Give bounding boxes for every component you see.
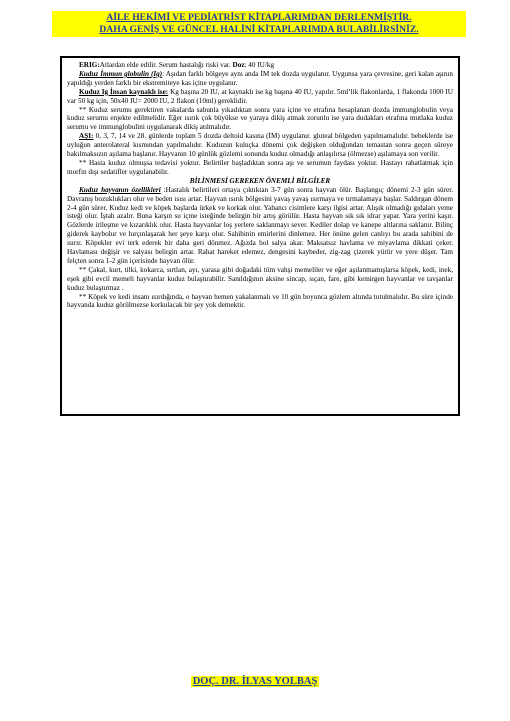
insan-label: Kuduz Ig İnsan kaynaklı ise: — [79, 87, 169, 96]
serum-note: ** Kuduz serumu gerektiren vakalarda sabunla yıkadıktan sonra yara içine ve etrafına hesaplanan dozda immunglobulin veya kuduz serumu enjekte edilmelidir. Eğer ısırık çok büyükse ve yaraya dikiş atmak zorunlu ise yara dudakları etrafına mutlaka kuduz serumu ve immunglobulini uygulanarak dikiş atılmalıdır. — [67, 105, 453, 132]
tedavi-note: ** Hasta kuduz olmuşsa tedavisi yoktur. Belirtiler başladıktan sonra aşı ve serumun faydası yoktur. Hastayı rahatlatmak için morfin dışı sedatifler uygulanabilir. — [67, 158, 453, 176]
hayvanlar-note: ** Çakal, kurt, tilki, kokarca, sırtlan, ayı, yarasa gibi doğadaki tüm vahşi memeliler ve eğer aşılanmamışlarsa köpek, kedi, inek, eşek gibi evcil memeli hayvanlar kuduz bulaştırabilir. Sanıldığının aksine sincap, sıçan, fare, gibi kemirgen hayvanlar ve tavşanlar kuduz bulaştırmaz . — [67, 265, 453, 292]
insan-paragraph — [67, 88, 453, 106]
doz-label: Doz — [232, 61, 245, 69]
insan-text: Kg başına 20 IU, at kaynaklı ise kg başına 40 IU, yapılır. 5ml’lik flakonlarda, 1 flakonda 1000 IU var 50 kg için, 50x40 IU= 2000 IU, 2 flakon (10ml) gereklidir. — [67, 87, 453, 105]
hayvan-text: :Hastalık belirtileri ortaya çıktıktan 3-7 gün sonra hayvan ölür. Başlangıç dönemi 2-3 gün sürer. Davranış bozuklukları olur ve beden ısısı artar. Hayvan ısırık bölgesini yavaş yavaş ısırmaya ve tırmalamaya başlar. Saldırgan dönem 2-4 gün sürer. Kuduz kedi ve köpek başlarda ürkek ve korkak olur. Yabancı cisimlere karşı ilgisi artar. Alışık olmadığı gıdaları yeme isteği olur. İştah azalır. Buna karşın su içme isteğinde belirgin bir artış görülür. Hasta hayvan sık sık idrar yapar. Yara yerini kaşır. Gözlerde irileşme ve kızarıklık olur. Hasta hayvanlar loş yerlere saklanmayı sever. Kediler dolap ve kanepe altlarına saklanır. Bilinç giderek kaybolur ve hırçınlaşarak her şeye karşı olur. Sahibinin emirlerini dinlemez. Her önüne gelen canlıyı bu arada sahibini de ısırır. Köpekler evi terk ederek bir daha geri dönmez. Ağızda bol salya akar. Maksatsız havlama ve miyavlama dikkati çeker. Havlaması değişir ve salyası belirgin artar. Rahat hareket edemez, dengesini kaybeder, zig-zag çizerek yürür ve yere düşer. Tam felçten sonra 1-2 gün içerisinde hayvan ölür. — [67, 185, 453, 265]
header-banner — [52, 11, 466, 37]
erig-text-1: Atlardan elde edilir. Serum hastalığı riski var. — [99, 61, 233, 69]
header-line-1: AİLE HEKİMİ VE PEDİATRİST KİTAPLARIMDAN DERLENMİŞTİR. — [106, 12, 412, 23]
content-box — [60, 56, 460, 416]
ig-label: Kuduz İmmun globulin (Ig) — [79, 69, 163, 78]
author-footer — [0, 676, 510, 687]
erig-label: ERIG: — [79, 61, 100, 69]
asi-text: 0, 3, 7, 14 ve 28. günlerde toplam 5 dozda deltoid kasına (İM) uygulanır. gluteal bölgeden yapılmamalıdır. bebeklerde ise uyluğun anterolateral kısmından yapılmalıdır. Kuduzun kuluçka dönemi çok değişken olduğundan temastan sonra geçen süreye bakılmaksızın aşılama başlanır. Hayvanın 10 günlük gözlemi sonunda kuduz olmadığı anlaşılırsa (ölmezse) aşılamaya son verilir. — [67, 132, 453, 159]
erig-paragraph — [67, 61, 453, 70]
asi-paragraph — [67, 132, 453, 159]
section-title: BİLİNMESİ GEREKEN ÖNEMLİ BİLGİLER — [189, 176, 331, 185]
erig-text-2: : 40 IU/kg — [244, 61, 275, 69]
header-line-2: DAHA GENİŞ VE GÜNCEL HALİNİ KİTAPLARIMDA BULABİLİRSİNİZ. — [99, 24, 419, 35]
ig-text: : Aşıdan farklı bölgeye aynı anda İM tek dozda uygulanır. Uygunsa yara çevresine, geri kalan aşının yapıldığı yerden farklı bir ekstremiteye kas içine uygulanır. — [67, 69, 453, 87]
hayvan-paragraph — [67, 186, 453, 266]
hayvan-label: Kuduz hayvanın özellikleri — [79, 185, 161, 194]
gozlem-note: ** Köpek ve kedi insanı ısırdığında, o hayvan hemen yakalanmalı ve 10 gün boyunca gözlem altında tutulmalıdır. Bu süre içinde hayvanda kuduz görülmezse korkulacak bir şey yok demektir. — [67, 292, 453, 310]
ig-paragraph — [67, 70, 453, 88]
asi-label: AŞI: — [79, 132, 94, 141]
author-name: DOÇ. DR. İLYAS YOLBAŞ — [192, 676, 318, 687]
